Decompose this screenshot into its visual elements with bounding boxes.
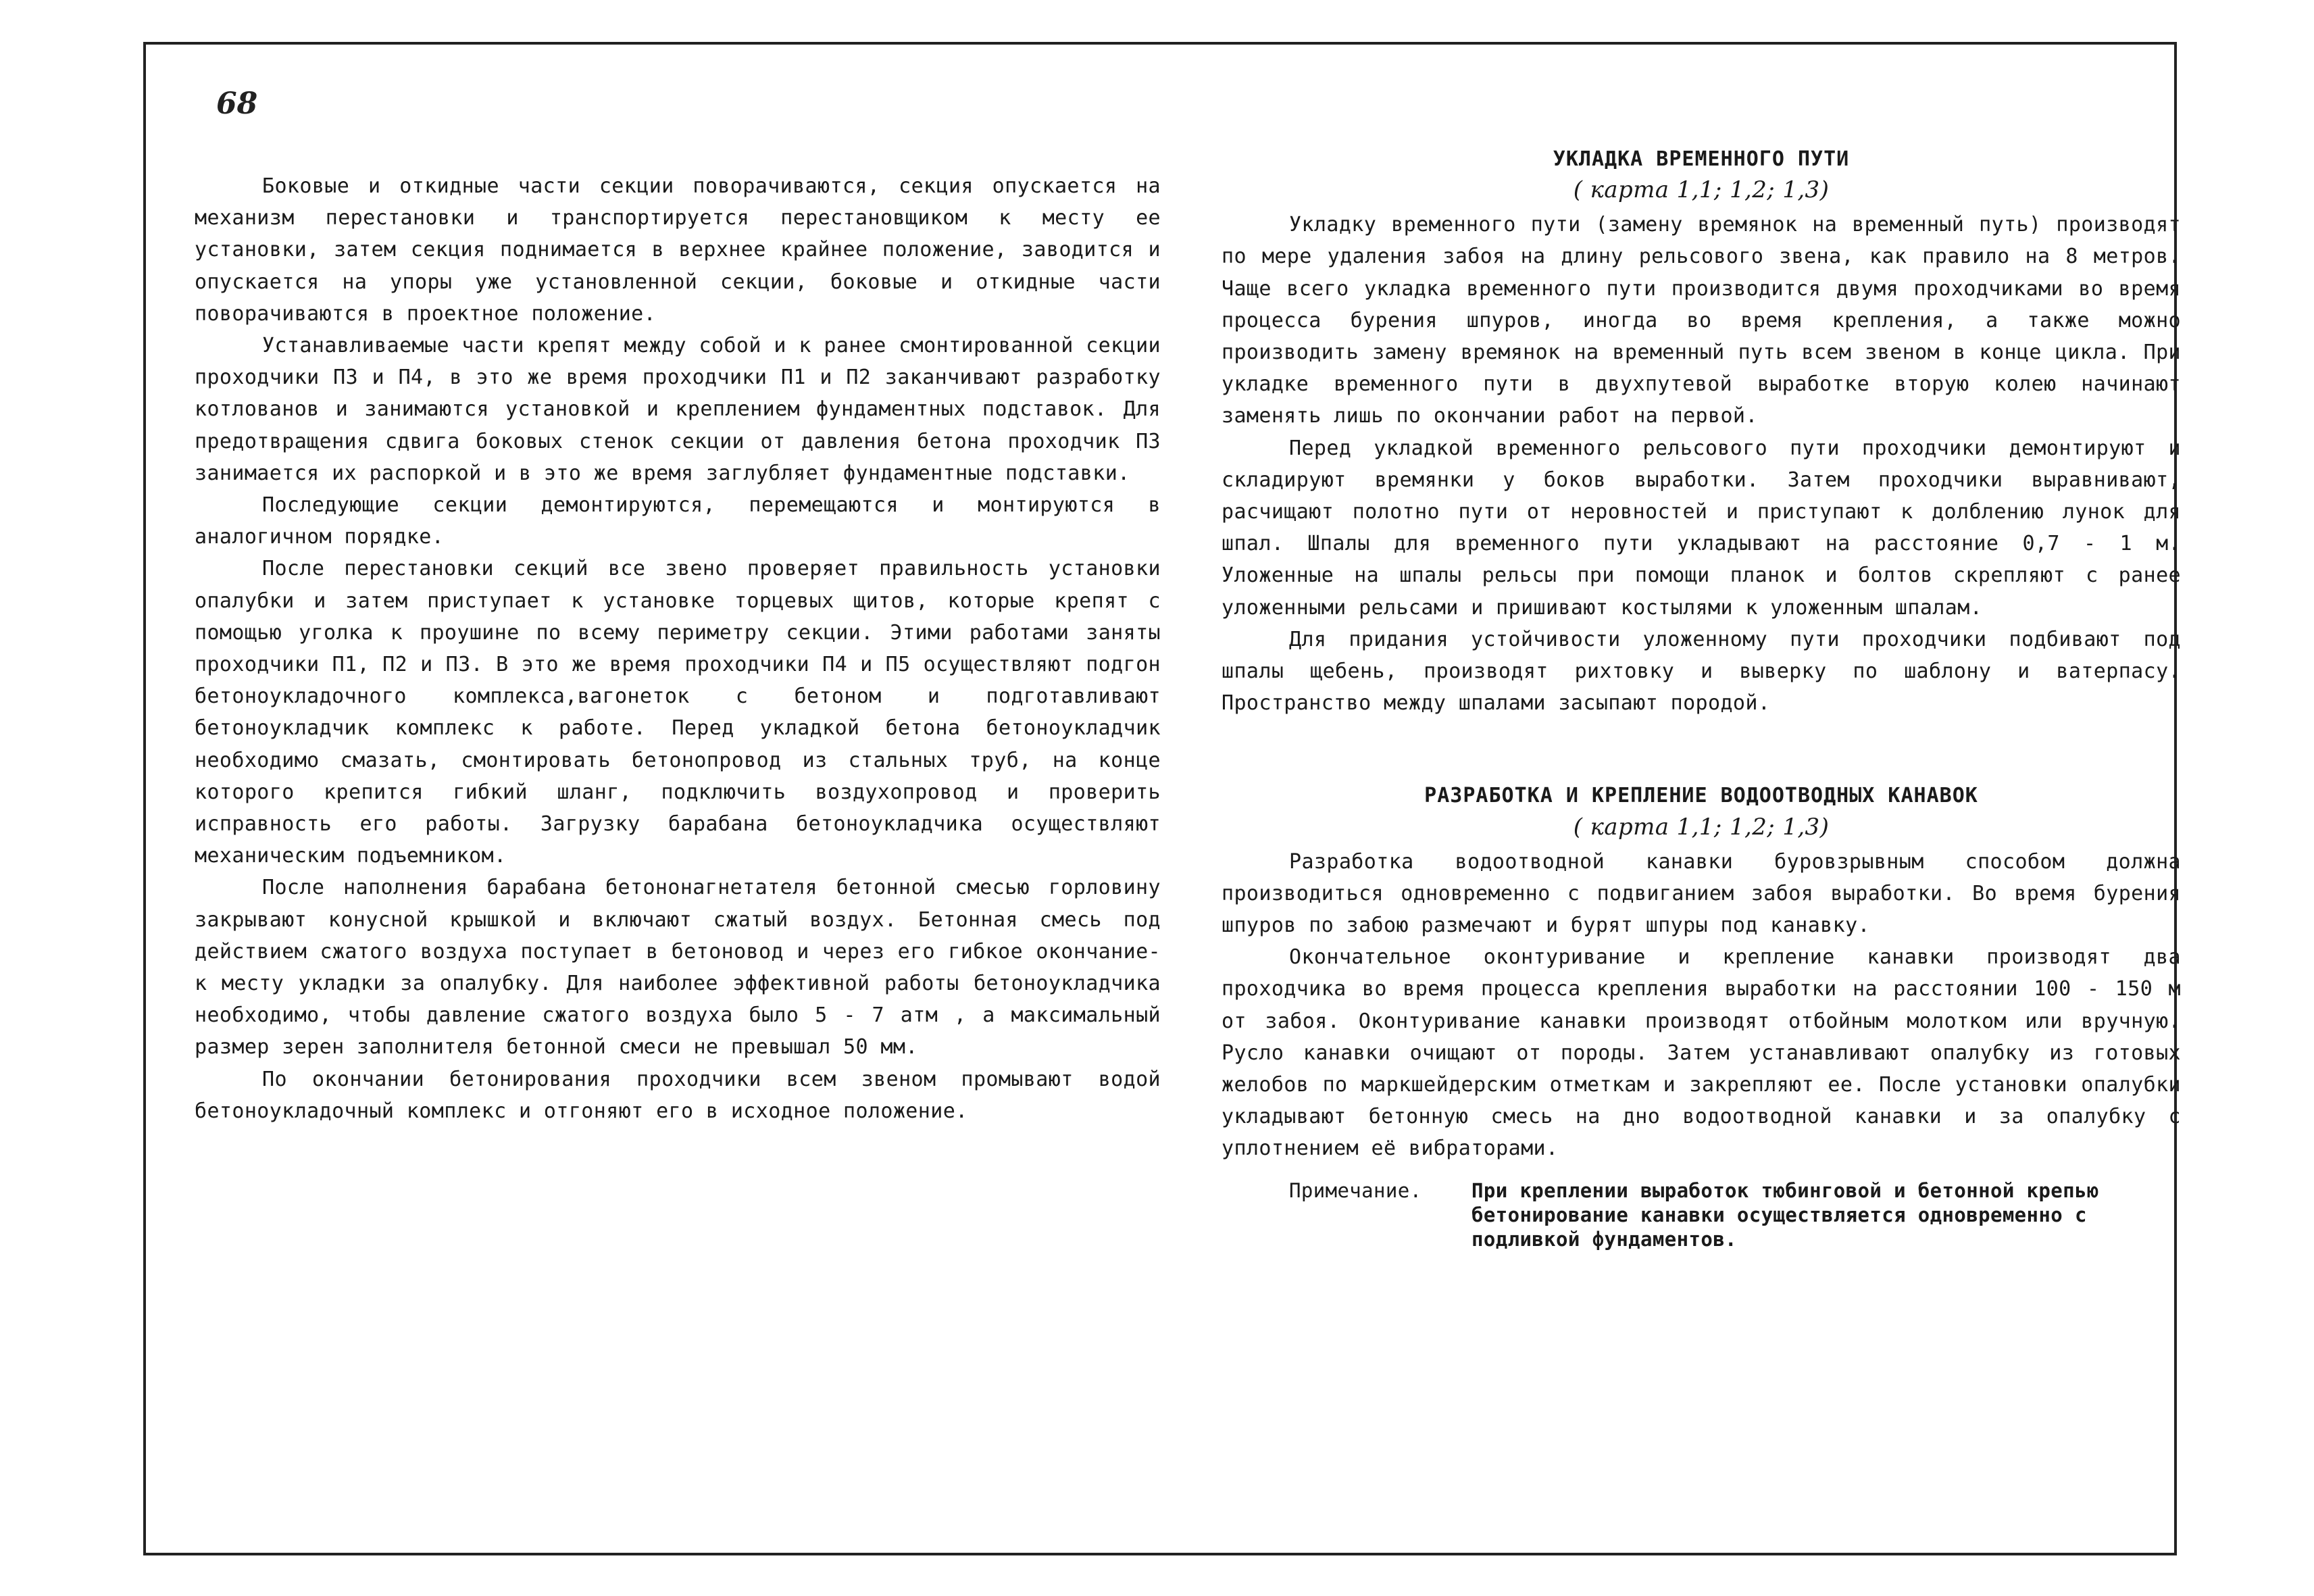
section-subtitle-track: ( карта 1,1; 1,2; 1,3) — [1573, 176, 1830, 204]
track-paragraph-1: Укладку временного пути (замену времянок на временный путь) производят по мере удаления забоя на длину рельсового звена, как правило на 8 метров. Чаще всего укладка временного пути производится двумя проходчиками во время процесса бурения шпуров, иногда во время крепления, а также можно производить замену времянок на временный путь всем звеном в конце цикла. При укладке временного пути в двухпутевой выработке вторую колею начинают заменять лишь по окончании работ на первой. — [1222, 213, 2181, 428]
note-text: При креплении выработок тюбинговой и бетонной крепью бетонирование канавки осуществляется одновременно с подливкой фундаментов. — [1472, 1178, 2099, 1251]
track-paragraph-2: Перед укладкой временного рельсового пути проходчики демонтируют и складируют времянки у боков выработки. Затем проходчики выравнивают, расчищают полотно пути от неровностей и приступают к долблению лунок для шпал. Шпалы для временного пути укладывают на расстояние 0,7 - 1 м. Уложенные на шпалы рельсы при помощи планок и болтов скрепляют с ранее уложенными рельсами и пришивают костылями к уложенным шпалам. — [1222, 436, 2181, 620]
left-column — [195, 170, 1161, 1127]
left-paragraph-6: По окончании бетонирования проходчики всем звеном промывают водой бетоноукладочный комплекс и отгоняют его в исходное положение. — [195, 1067, 1161, 1123]
note-label: Примечание. — [1289, 1178, 1422, 1202]
section-subtitle-drainage: ( карта 1,1; 1,2; 1,3) — [1573, 813, 1830, 841]
left-paragraph-1: Боковые и откидные части секции поворачиваются, секция опускается на механизм перестановки и транспортируется перестановщиком к месту ее установки, затем секция поднимается в верхнее крайнее положение, заводится и опускается на упоры уже установленной секции, боковые и откидные части поворачиваются в проектное положение. — [195, 174, 1161, 326]
left-paragraph-4: После перестановки секций все звено проверяет правильность установки опалубки и затем приступает к установке торцевых щитов, которые крепят с помощью уголка к проушине по всему периметру секции. Этими работами заняты проходчики П1, П2 и П3. В это же время проходчики П4 и П5 осуществляют подгон бетоноукладочного комплекса,вагонеток с бетоном и подготавливают бетоноукладчик комплекс к работе. Перед укладкой бетона бетоноукладчик необходимо смазать, смонтировать бетонопровод из стальных труб, на конце которого крепится гибкий шланг, подключить воздухопровод и проверить исправность его работы. Загрузку барабана бетоноукладчика осуществляют механическим подъемником. — [195, 557, 1161, 868]
left-paragraph-2: Устанавливаемые части крепят между собой и к ранее смонтированной секции проходчики П3 и П4, в это же время проходчики П1 и П2 заканчивают разработку котлованов и занимаются установкой и креплением фундаментных подставок. Для предотвращения сдвига боковых стенок секции от давления бетона проходчик П3 занимается их распоркой и в это же время заглубляет фундаментные подставки. — [195, 334, 1161, 485]
right-column — [1222, 143, 2181, 1251]
section-gap — [1222, 719, 2181, 780]
section-title-drainage: РАЗРАБОТКА И КРЕПЛЕНИЕ ВОДООТВОДНЫХ КАНАВОК — [1424, 784, 1978, 808]
left-paragraph-3: Последующие секции демонтируются, перемещаются и монтируются в аналогичном порядке. — [195, 493, 1161, 549]
left-paragraph-5: После наполнения барабана бетононагнетателя бетонной смесью горловину закрывают конусной крышкой и включают сжатый воздух. Бетонная смесь под действием сжатого воздуха поступает в бетоновод и через его гибкое окончание-к месту укладки за опалубку. Для наиболее эффективной работы бетоноукладчика необходимо, чтобы давление сжатого воздуха было 5 - 7 атм , а максимальный размер зерен заполнителя бетонной смеси не превышал 50 мм. — [195, 876, 1161, 1059]
drainage-paragraph-2: Окончательное оконтуривание и крепление канавки производят два проходчика во время процесса крепления выработки на расстоянии 100 - 150 м от забоя. Оконтуривание канавки производят отбойным молотком или вручную. Русло канавки очищают от породы. Затем устанавливают опалубку из готовых желобов по маркшейдерским отметкам и закрепляют ее. После установки опалубки укладывают бетонную смесь на дно водоотводной канавки и за опалубку с уплотнением её вибраторами. — [1222, 945, 2181, 1161]
track-paragraph-3: Для придания устойчивости уложенному пути проходчики подбивают под шпалы щебень, производят рихтовку и выверку по шаблону и ватерпасу. Пространство между шпалами засыпают породой. — [1222, 627, 2181, 716]
drainage-paragraph-1: Разработка водоотводной канавки буровзрывным способом должна производиться одновременно с подвиганием забоя выработки. Во время бурения шпуров по забою размечают и бурят шпуры под канавку. — [1222, 849, 2181, 938]
section-title-track: УКЛАДКА ВРЕМЕННОГО ПУТИ — [1553, 147, 1850, 171]
page-number: 68 — [216, 86, 258, 121]
note-block — [1222, 1178, 2181, 1251]
